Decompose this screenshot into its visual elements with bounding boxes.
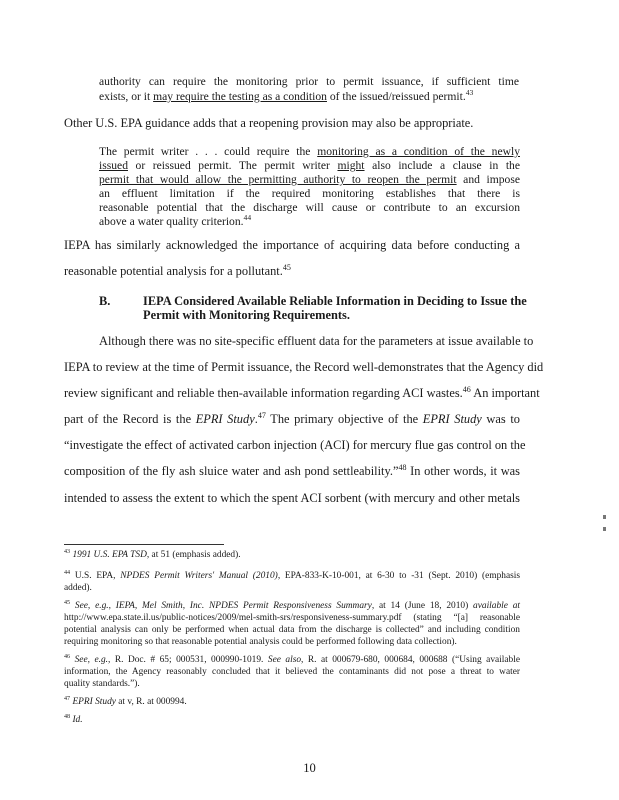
paragraph-3-line-5: “investigate the effect of activated carbon injection (ACI) for mercury flue gas control on the bbox=[64, 438, 526, 452]
text-run: and impose bbox=[456, 173, 521, 186]
italic-run: 1991 U.S. EPA TSD bbox=[72, 550, 147, 560]
text-run: U.S. EPA, bbox=[74, 571, 121, 581]
text-run: was to bbox=[481, 412, 520, 426]
italic-run: NPDES Permit Writers' Manual (2010) bbox=[120, 571, 278, 581]
footnote-ref: 47 bbox=[257, 410, 266, 420]
footnote-46-line-2: information, the Agency reasonably concluded that it believed the contaminants did not pose a threat to water bbox=[64, 667, 520, 677]
paragraph-3-line-1: Although there was no site-specific effluent data for the parameters at issue available to bbox=[99, 334, 534, 348]
text-run: R. Doc. # 65; 000531, 000990-1019. bbox=[110, 655, 268, 665]
footnote-ref: 46 bbox=[462, 384, 471, 394]
footnote-45-line-1 bbox=[64, 599, 521, 611]
text-run: , R. at 000679-680, 000684, 000688 (“Using available bbox=[301, 655, 521, 665]
text-run: part of the Record is the bbox=[64, 412, 196, 426]
text-run: above a water quality criterion. bbox=[99, 215, 244, 228]
footnote-45-line-4: requiring monitoring so that reasonable potential analysis could be performed following data collection). bbox=[64, 637, 457, 647]
italic-run: EPRI Study bbox=[72, 697, 116, 707]
footnote-divider bbox=[64, 544, 224, 545]
footnote-ref: 44 bbox=[243, 213, 252, 223]
footnote-number: 44 bbox=[64, 569, 71, 576]
text-run: also include a clause in the bbox=[364, 159, 520, 172]
text-run: In other words, it was bbox=[406, 464, 521, 478]
text-run: exists, or it bbox=[99, 90, 154, 103]
text-run: reasonable potential analysis for a pollutant. bbox=[64, 264, 283, 278]
italic-run: EPRI Study bbox=[422, 412, 482, 426]
text-run: . bbox=[254, 412, 258, 426]
footnote-45-line-2: http://www.epa.state.il.us/public-notices/2009/mel-smith-srs/responsiveness-summary.pdf (stating “[a] reasonable bbox=[64, 613, 520, 623]
footnote-ref: 48 bbox=[398, 462, 407, 472]
italic-run: See, e.g., bbox=[74, 655, 111, 665]
footnote-ref: 45 bbox=[282, 262, 291, 272]
section-title-line-2: Permit with Monitoring Requirements. bbox=[143, 308, 350, 322]
footnote-45-line-3: potential analysis can only be performed when actual data from the discharge is collected” and including condition bbox=[64, 625, 520, 635]
italic-run: available at bbox=[473, 601, 521, 611]
underlined-run: may require the testing as a condition bbox=[153, 90, 327, 103]
underlined-run: monitoring as a condition of the newly bbox=[317, 145, 520, 158]
margin-mark bbox=[603, 527, 606, 531]
section-number: B. bbox=[99, 294, 111, 308]
quote2-line-6 bbox=[99, 213, 252, 228]
text-run: of the issued/reissued permit. bbox=[326, 90, 466, 103]
quote1-line-2 bbox=[99, 88, 474, 103]
paragraph-3-line-3 bbox=[64, 384, 540, 400]
quote2-line-1 bbox=[99, 146, 520, 158]
italic-run: See, e.g., bbox=[74, 601, 111, 611]
text-run: The permit writer . . . could require the bbox=[99, 145, 318, 158]
quote2-line-5: reasonable potential that the discharge will cause or contribute to an excursion bbox=[99, 201, 520, 214]
footnote-43 bbox=[64, 548, 241, 560]
quote1-line-1: authority can require the monitoring prior to permit issuance, if sufficient time bbox=[99, 75, 519, 88]
text-run: or reissued permit. The permit writer bbox=[127, 159, 338, 172]
underlined-run: might bbox=[337, 159, 365, 172]
paragraph-3-line-7: intended to assess the extent to which the spent ACI sorbent (with mercury and other metals bbox=[64, 491, 520, 505]
paragraph-2-line-1: IEPA has similarly acknowledged the importance of acquiring data before conducting a bbox=[64, 238, 520, 252]
paragraph-2-line-2 bbox=[64, 262, 291, 278]
text-run: review significant and reliable then-available information regarding ACI wastes. bbox=[64, 386, 463, 400]
quote2-line-2 bbox=[99, 160, 520, 172]
quote2-line-4: an effluent limitation if the required monitoring establishes that there is bbox=[99, 187, 520, 200]
underlined-run: issued bbox=[99, 159, 128, 172]
footnote-number: 45 bbox=[64, 599, 71, 606]
italic-run: See also bbox=[267, 655, 302, 665]
italic-run: Id. bbox=[72, 715, 83, 725]
footnote-47 bbox=[64, 695, 187, 707]
quote2-line-3 bbox=[99, 174, 520, 186]
paragraph-3-line-6 bbox=[64, 462, 521, 478]
footnote-46-line-3: quality standards.”). bbox=[64, 679, 140, 689]
text-run: , at 51 (emphasis added). bbox=[146, 550, 241, 560]
footnote-number: 46 bbox=[64, 653, 71, 660]
text-run: , EPA-833-K-10-001, at 6-30 to -31 (Sept. 2010) (emphasis bbox=[277, 571, 521, 581]
footnote-48 bbox=[64, 713, 83, 725]
text-run: An important bbox=[470, 386, 540, 400]
footnote-44-line-2: added). bbox=[64, 583, 92, 593]
paragraph-3-line-4 bbox=[64, 410, 520, 426]
page-number: 10 bbox=[303, 761, 316, 775]
footnote-44-line-1 bbox=[64, 569, 521, 581]
text-run: composition of the fly ash sluice water and ash pond settleability.” bbox=[64, 464, 399, 478]
paragraph-3-line-2: IEPA to review at the time of Permit issuance, the Record well-demonstrates that the Agency did bbox=[64, 360, 544, 374]
underlined-run: permit that would allow the permitting authority to reopen the permit bbox=[99, 173, 457, 186]
footnote-number: 43 bbox=[64, 548, 71, 555]
text-run: The primary objective of the bbox=[265, 412, 423, 426]
margin-mark bbox=[603, 515, 606, 519]
text-run: at v, R. at 000994. bbox=[115, 697, 187, 707]
italic-run: EPRI Study bbox=[195, 412, 255, 426]
footnote-ref: 43 bbox=[465, 88, 474, 98]
footnote-number: 48 bbox=[64, 713, 71, 720]
paragraph-1: Other U.S. EPA guidance adds that a reopening provision may also be appropriate. bbox=[64, 116, 474, 130]
footnote-46-line-1 bbox=[64, 653, 521, 665]
section-title-line-1: IEPA Considered Available Reliable Information in Deciding to Issue the bbox=[143, 294, 527, 308]
italic-run: IEPA, Mel Smith, Inc. NPDES Permit Responsiveness Summary bbox=[110, 601, 372, 611]
text-run: , at 14 (June 18, 2010) bbox=[371, 601, 474, 611]
footnote-number: 47 bbox=[64, 695, 71, 702]
